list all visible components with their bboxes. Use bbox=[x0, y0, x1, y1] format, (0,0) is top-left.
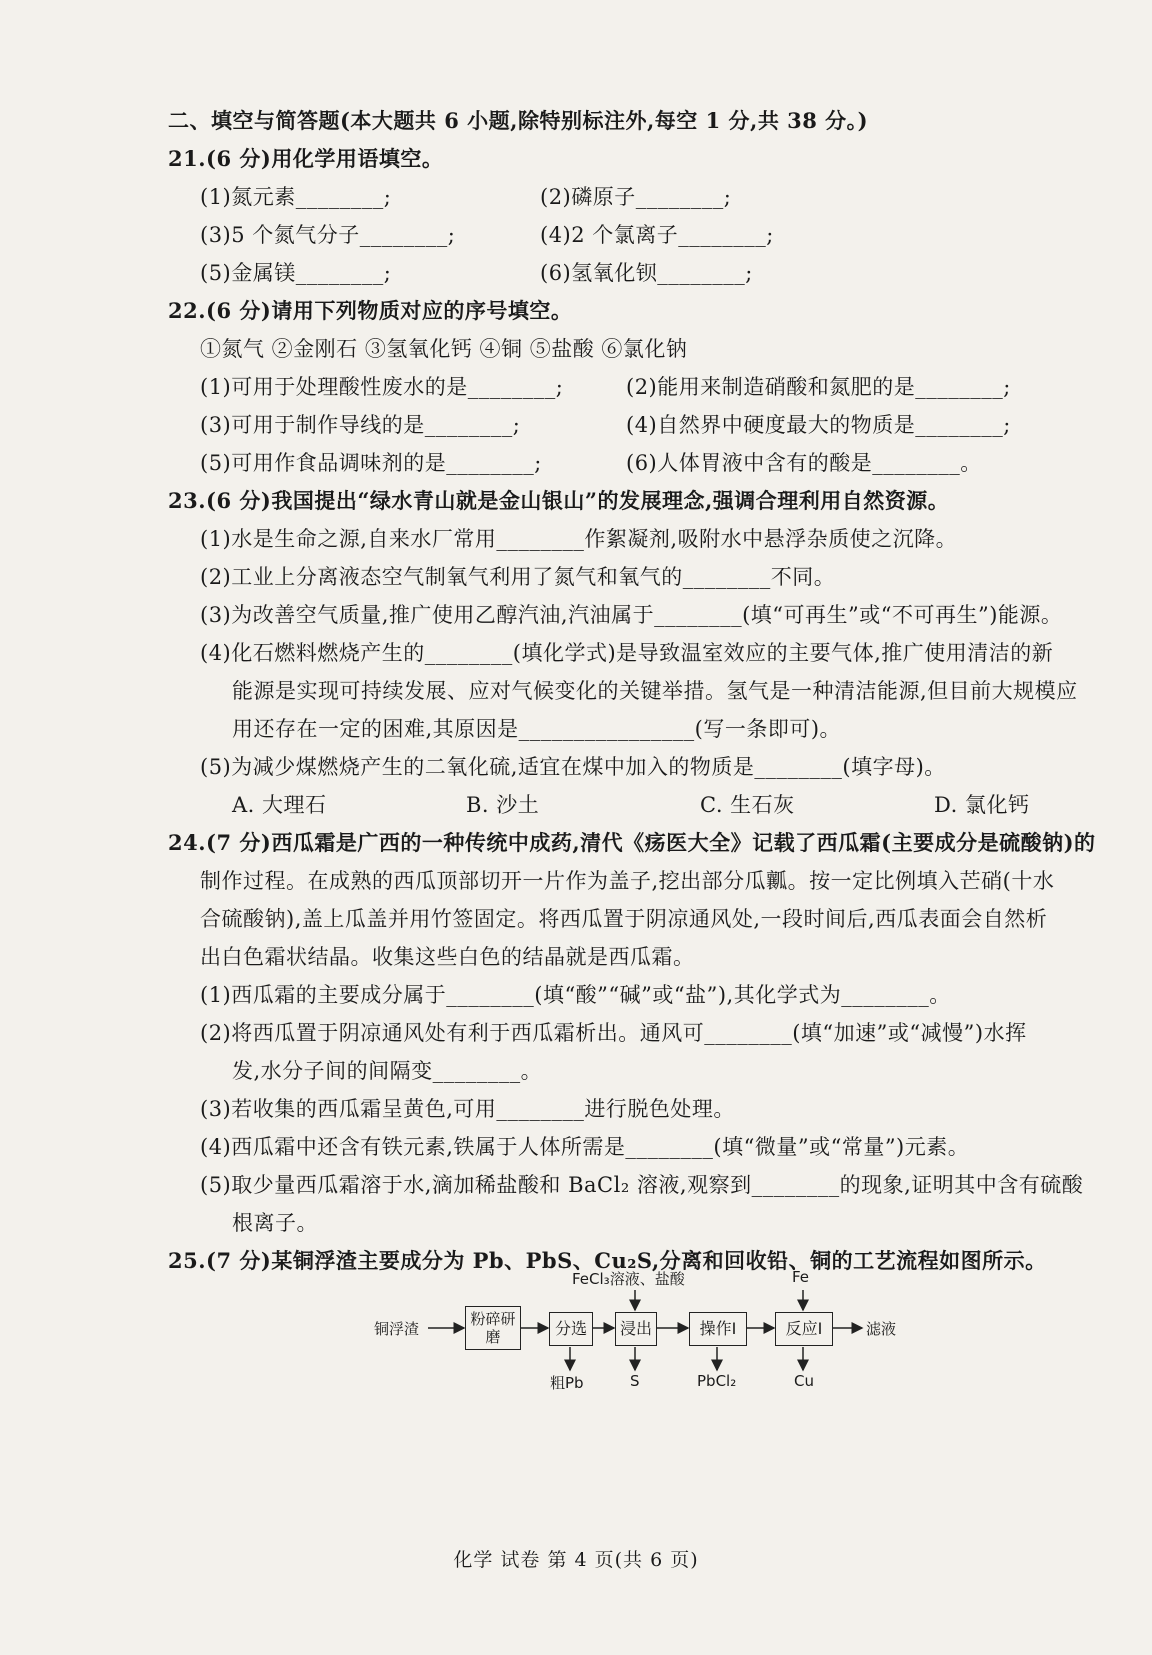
q22-item-5: (5)可用作食品调味剂的是________; bbox=[200, 451, 542, 475]
flow-out-pbcl2: PbCl₂ bbox=[697, 1372, 737, 1390]
q23-option-b: B. 沙土 bbox=[466, 793, 540, 817]
q24-line-5: (1)西瓜霜的主要成分属于________(填“酸”“碱”或“盐”),其化学式为________。 bbox=[200, 983, 951, 1007]
flow-reagent-fecl3: FeCl₃溶液、盐酸 bbox=[572, 1270, 685, 1288]
q21-item-2: (2)磷原子________; bbox=[540, 185, 732, 209]
q23-option-a: A. 大理石 bbox=[232, 793, 327, 817]
flow-box-reaction: 反应Ⅰ bbox=[775, 1312, 833, 1346]
flow-box-operation: 操作Ⅰ bbox=[689, 1312, 747, 1346]
q25-stem: 25.(7 分)某铜浮渣主要成分为 Pb、PbS、Cu₂S,分离和回收铅、铜的工艺流程如图所示。 bbox=[168, 1248, 1047, 1273]
page-footer: 化学 试卷 第 4 页(共 6 页) bbox=[453, 1549, 699, 1571]
q21-item-6: (6)氢氧化钡________; bbox=[540, 261, 753, 285]
flow-out-cu: Cu bbox=[794, 1372, 814, 1390]
q23-line-6: 用还存在一定的困难,其原因是________________(写一条即可)。 bbox=[232, 717, 842, 741]
q24-stem: 24.(7 分)西瓜霜是广西的一种传统中成药,清代《疡医大全》记载了西瓜霜(主要成分是硫酸钠)的 bbox=[168, 830, 1096, 855]
q21-item-4: (4)2 个氯离子________; bbox=[540, 223, 774, 247]
flow-input-label: 铜浮渣 bbox=[374, 1320, 420, 1338]
q24-line-2: 制作过程。在成熟的西瓜顶部切开一片作为盖子,挖出部分瓜瓤。按一定比例填入芒硝(十水 bbox=[200, 869, 1055, 893]
q21-item-3: (3)5 个氮气分子________; bbox=[200, 223, 456, 247]
q22-item-4: (4)自然界中硬度最大的物质是________; bbox=[626, 413, 1011, 437]
flow-out-s: S bbox=[630, 1372, 640, 1390]
q24-line-3: 合硫酸钠),盖上瓜盖并用竹签固定。将西瓜置于阴凉通风处,一段时间后,西瓜表面会自然析 bbox=[200, 907, 1048, 931]
q24-line-4: 出白色霜状结晶。收集这些白色的结晶就是西瓜霜。 bbox=[200, 945, 695, 969]
q21-stem: 21.(6 分)用化学用语填空。 bbox=[168, 146, 444, 171]
q23-option-d: D. 氯化钙 bbox=[934, 793, 1030, 817]
flow-output-label: 滤液 bbox=[866, 1320, 897, 1338]
q23-line-4: (4)化石燃料燃烧产生的________(填化学式)是导致温室效应的主要气体,推广使用清洁的新 bbox=[200, 641, 1054, 665]
flow-out-crude-pb: 粗Pb bbox=[550, 1374, 584, 1392]
flow-reagent-fe: Fe bbox=[792, 1268, 810, 1286]
q22-item-6: (6)人体胃液中含有的酸是________。 bbox=[626, 451, 982, 475]
q23-line-3: (3)为改善空气质量,推广使用乙醇汽油,汽油属于________(填“可再生”或“不可再生”)能源。 bbox=[200, 603, 1063, 627]
q22-stem: 22.(6 分)请用下列物质对应的序号填空。 bbox=[168, 298, 573, 323]
q22-item-1: (1)可用于处理酸性废水的是________; bbox=[200, 375, 564, 399]
q23-line-7: (5)为减少煤燃烧产生的二氧化硫,适宜在煤中加入的物质是________(填字母)。 bbox=[200, 755, 946, 779]
flow-box-leach: 浸出 bbox=[615, 1312, 657, 1346]
q23-stem: 23.(6 分)我国提出“绿水青山就是金山银山”的发展理念,强调合理利用自然资源。 bbox=[168, 488, 950, 513]
q24-line-11: 根离子。 bbox=[232, 1211, 318, 1235]
q24-line-7: 发,水分子间的间隔变________。 bbox=[232, 1059, 543, 1083]
q22-item-3: (3)可用于制作导线的是________; bbox=[200, 413, 521, 437]
q23-line-2: (2)工业上分离液态空气制氧气利用了氮气和氧气的________不同。 bbox=[200, 565, 836, 589]
q22-options: ①氮气 ②金刚石 ③氢氧化钙 ④铜 ⑤盐酸 ⑥氯化钠 bbox=[200, 337, 688, 361]
q23-line-1: (1)水是生命之源,自来水厂常用________作絮凝剂,吸附水中悬浮杂质使之沉降。 bbox=[200, 527, 958, 551]
q24-line-9: (4)西瓜霜中还含有铁元素,铁属于人体所需是________(填“微量”或“常量”)元素。 bbox=[200, 1135, 970, 1159]
flow-box-sort: 分选 bbox=[549, 1312, 593, 1346]
flow-box-grind: 粉碎研磨 bbox=[465, 1306, 521, 1350]
section-title: 二、填空与简答题(本大题共 6 小题,除特别标注外,每空 1 分,共 38 分。) bbox=[168, 108, 869, 133]
q24-line-10: (5)取少量西瓜霜溶于水,滴加稀盐酸和 BaCl₂ 溶液,观察到________的现象,证明其中含有硫酸 bbox=[200, 1173, 1084, 1197]
q22-item-2: (2)能用来制造硝酸和氮肥的是________; bbox=[626, 375, 1011, 399]
q24-line-8: (3)若收集的西瓜霜呈黄色,可用________进行脱色处理。 bbox=[200, 1097, 735, 1121]
q24-line-6: (2)将西瓜置于阴凉通风处有利于西瓜霜析出。通风可________(填“加速”或“减慢”)水挥 bbox=[200, 1021, 1027, 1045]
q21-item-1: (1)氮元素________; bbox=[200, 185, 392, 209]
q23-line-5: 能源是实现可持续发展、应对气候变化的关键举措。氢气是一种清洁能源,但目前大规模应 bbox=[232, 679, 1078, 703]
q23-option-c: C. 生石灰 bbox=[700, 793, 795, 817]
q21-item-5: (5)金属镁________; bbox=[200, 261, 392, 285]
